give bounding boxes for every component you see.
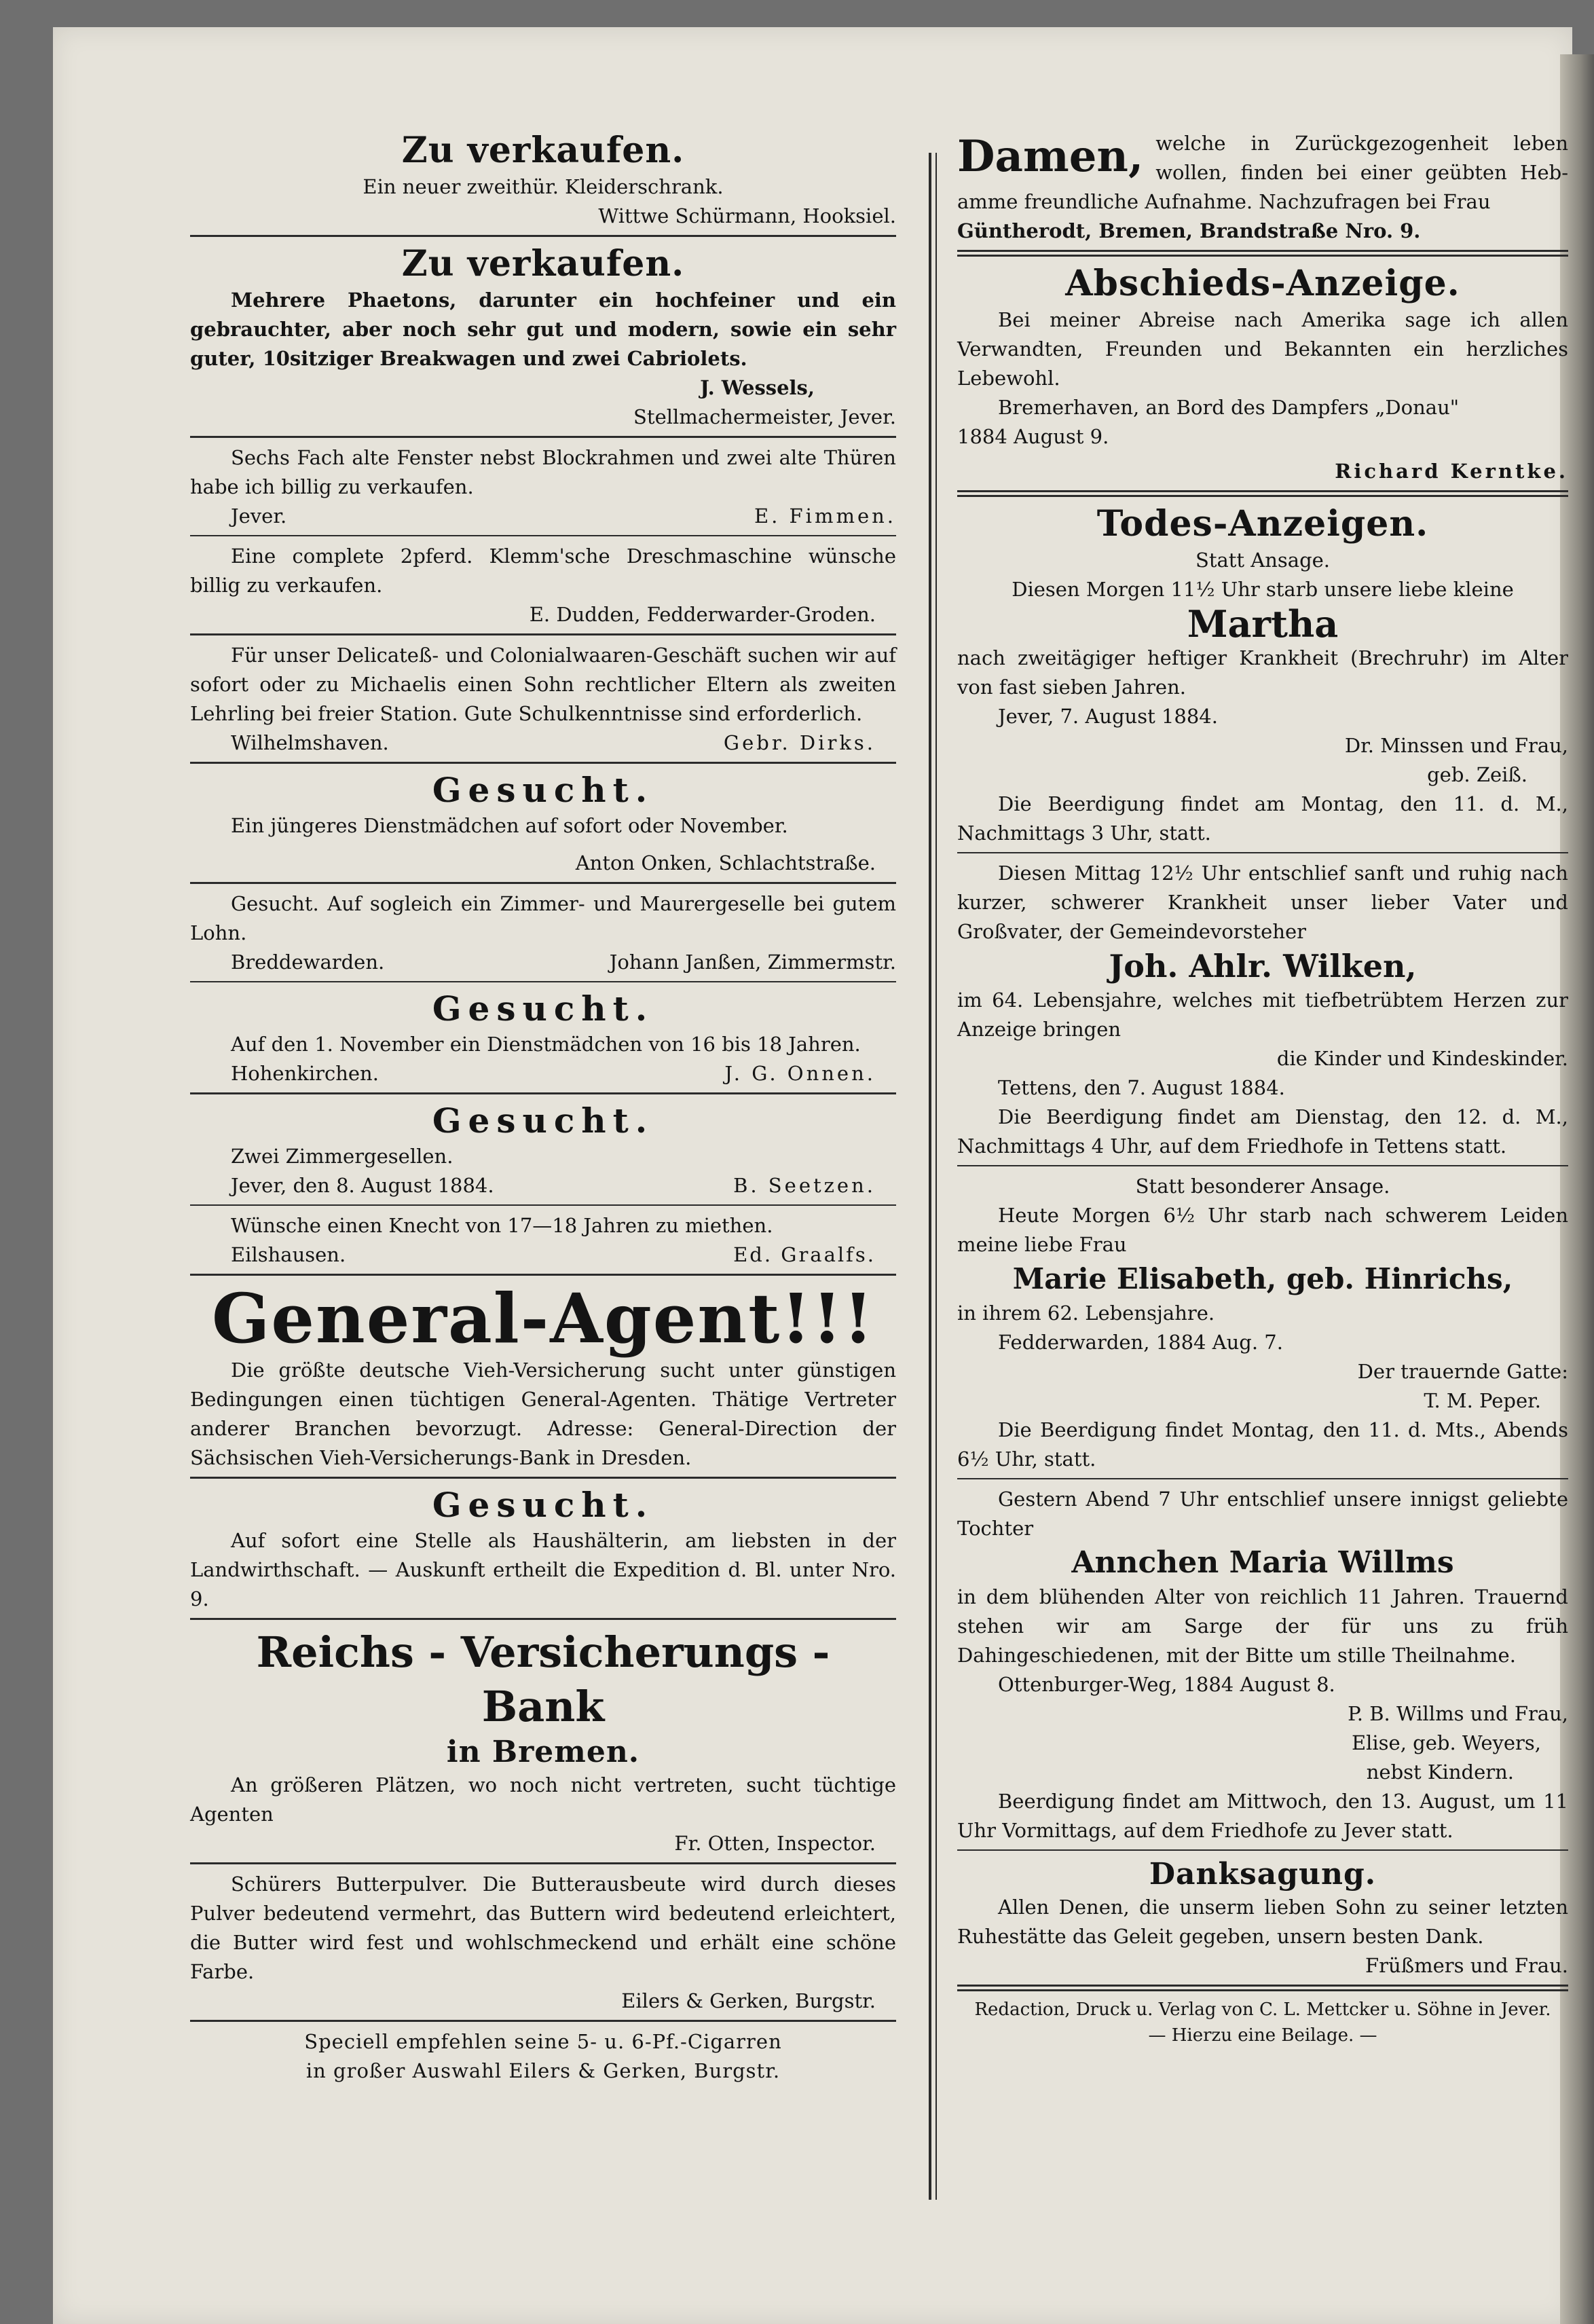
divider [190, 981, 896, 982]
ad-subtitle: in Bremen. [446, 1735, 640, 1769]
ad-title: Danksagung. [1149, 1857, 1377, 1892]
ad-place: Tettens, den 7. August 1884. [998, 1076, 1285, 1099]
ad-signature: Fr. Otten, Inspector. [674, 1832, 876, 1855]
ad-title: Gesucht. [432, 989, 654, 1029]
ad-kleiderschrank [190, 129, 896, 231]
ad-intro: Diesen Mittag 12½ Uhr entschlief sanft und ruhig nach kurzer, schwerer Krankheit unser lieber Vater und Großvater, der Gemeindevorsteher [957, 862, 1568, 943]
ad-title: General-Agent!!! [211, 1278, 875, 1359]
ad-signature: P. B. Willms und Frau, [1348, 1702, 1568, 1725]
ad-signature: Wittwe Schürmann, Hooksiel. [598, 204, 896, 227]
ad-dreschmaschine [190, 542, 896, 629]
divider [190, 535, 896, 536]
supplement-note: — Hierzu eine Beilage. — [1148, 2025, 1377, 2046]
ad-title: Abschieds-Anzeige. [1065, 263, 1460, 304]
ad-text: in dem blühenden Alter von reichlich 11 Jahren. Trauernd stehen wir am Sarge der für uns zu früh Dahingeschiedenen, mit der Bitte um stille Theilnahme. [957, 1585, 1568, 1667]
ad-fenster [190, 443, 896, 531]
divider [190, 436, 896, 438]
divider [190, 2020, 896, 2022]
ad-title: Reichs - Versicherungs - Bank [256, 1627, 830, 1731]
deceased-name: Annchen Maria Willms [1071, 1545, 1454, 1580]
ad-funeral: Beerdigung findet am Mittwoch, den 13. August, um 11 Uhr Vormittags, auf dem Friedhofe zu Jever statt. [957, 1790, 1568, 1842]
ad-dienstmaedchen [190, 769, 896, 878]
ad-text: Gesucht. Auf sogleich ein Zimmer- und Maurergeselle bei gutem Lohn. [190, 892, 896, 944]
divider [957, 1478, 1568, 1479]
ad-reichs-versicherung [190, 1625, 896, 1858]
ad-signature: Dr. Minssen und Frau, [1344, 734, 1568, 757]
ad-signature: die Kinder und Kindeskinder. [1276, 1047, 1568, 1070]
ad-statt: Statt besonderer Ansage. [1135, 1175, 1390, 1198]
ad-text: Speciell empfehlen seine 5- u. 6-Pf.-Cigarren [304, 2030, 782, 2053]
ad-text: im 64. Lebensjahre, welches mit tiefbetrübtem Herzen zur Anzeige bringen [957, 989, 1568, 1041]
ad-place: Eilshausen. [231, 1243, 346, 1266]
ad-signature-2: geb. Zeiß. [1427, 763, 1527, 786]
deceased-name: Marie Elisabeth, geb. Hinrichs, [1012, 1262, 1513, 1295]
ad-title: Todes-Anzeigen. [1096, 503, 1429, 545]
ad-text: welche in Zurückgezogenheit leben wollen, finden bei einer geübten Heb- amme freundliche Aufnahme. Nachzufragen bei Frau [957, 132, 1568, 213]
ad-signature-2: Elise, geb. Weyers, [1351, 1731, 1541, 1754]
ad-text: Auf sofort eine Stelle als Haushälterin, am liebsten in der Landwirthschaft. — Auskunft ertheilt die Expedition d. Bl. unter Nro. 9. [190, 1529, 896, 1610]
ad-text: Schürers Butterpulver. Die Butterausbeute wird durch dieses Pulver bedeutend vermehrt, das Buttern wird bedeutend erleichtert, die Butter wird fest und wohlschmeckend und erhält eine schöne Farbe. [190, 1873, 896, 1983]
right-column [957, 129, 1568, 2048]
ad-cigarren [190, 2027, 896, 2086]
ad-intro: Diesen Morgen 11½ Uhr starb unsere liebe kleine [1012, 578, 1514, 601]
ad-todes-hinrichs [957, 1172, 1568, 1474]
ad-place: Fedderwarden, 1884 Aug. 7. [998, 1331, 1283, 1354]
ad-title: Damen, [957, 131, 1144, 182]
ad-place: Breddewarden. [231, 951, 385, 974]
ad-text: Die größte deutsche Vieh-Versicherung sucht unter günstigen Bedingungen einen tüchtigen General-Agenten. Thätige Vertreter anderer Branchen bevorzugt. Adresse: General-Direction der Sächsischen Vieh-Versicherungs-Bank in Dresden. [190, 1359, 896, 1469]
imprint-line: Redaction, Druck u. Verlag von C. L. Mettcker u. Söhne in Jever. [974, 1999, 1551, 2020]
divider [957, 1849, 1568, 1851]
ad-place: Wilhelmshaven. [231, 731, 389, 754]
ad-title: Zu verkaufen. [401, 243, 685, 284]
divider [190, 1274, 896, 1276]
divider [190, 1477, 896, 1479]
ad-text: Ein neuer zweithür. Kleiderschrank. [363, 175, 724, 198]
ad-signature: E. Fimmen. [754, 504, 896, 528]
ad-date: 1884 August 9. [957, 425, 1109, 448]
ad-title: Gesucht. [432, 770, 654, 810]
ad-title: Gesucht. [432, 1485, 654, 1525]
ad-signature: B. Seetzen. [733, 1174, 876, 1197]
ad-todes-martha [957, 502, 1568, 848]
ad-text: Eine complete 2pferd. Klemm'sche Dreschmaschine wünsche billig zu verkaufen. [190, 545, 896, 597]
ad-place: Jever. [231, 504, 287, 528]
divider [957, 250, 1568, 257]
ad-signature: Früßmers und Frau. [1365, 1954, 1568, 1977]
divider [190, 235, 896, 237]
divider [190, 1204, 896, 1206]
ad-signature: J. G. Onnen. [724, 1062, 876, 1085]
divider [957, 1165, 1568, 1166]
divider [190, 1862, 896, 1864]
ad-zimmergesellen [190, 1100, 896, 1200]
ad-place: Jever, den 8. August 1884. [231, 1174, 494, 1197]
ad-todes-wilken [957, 859, 1568, 1161]
ad-place: Bremerhaven, an Bord des Dampfers „Donau" [998, 396, 1460, 419]
ad-text: An größeren Plätzen, wo noch nicht vertreten, sucht tüchtige Agenten [190, 1773, 896, 1826]
ad-text: Bei meiner Abreise nach Amerika sage ich allen Verwandten, Freunden und Bekannten ein herzliches Lebewohl. [957, 308, 1568, 390]
ad-signature: J. Wessels, [700, 376, 815, 399]
column-divider [929, 153, 931, 2200]
ad-text: nach zweitägiger heftiger Krankheit (Brechruhr) im Alter von fast sieben Jahren. [957, 646, 1568, 699]
ad-text: Zwei Zimmergesellen. [231, 1145, 453, 1168]
ad-text: in großer Auswahl Eilers & Gerken, Burgstr. [305, 2059, 781, 2082]
ad-place: Ottenburger-Weg, 1884 August 8. [998, 1673, 1335, 1696]
divider [190, 1618, 896, 1620]
ad-funeral: Die Beerdigung findet Montag, den 11. d. Mts., Abends 6½ Uhr, statt. [957, 1418, 1568, 1471]
ad-text: Ein jüngeres Dienstmädchen auf sofort oder November. [231, 814, 788, 837]
ad-funeral: Die Beerdigung findet am Montag, den 11. d. M., Nachmittags 3 Uhr, statt. [957, 792, 1568, 845]
ad-lehrling [190, 641, 896, 758]
ad-signature: Richard Kerntke. [1335, 460, 1568, 483]
column-divider-inner [935, 153, 937, 2200]
ad-text: Mehrere Phaetons, darunter ein hochfeiner und ein gebrauchter, aber noch sehr gut und modern, sowie ein sehr guter, 10sitziger Breakwagen und zwei Cabriolets. [190, 289, 896, 370]
ad-maurergeselle [190, 889, 896, 977]
divider [190, 633, 896, 635]
ad-signature-title: Stellmachermeister, Jever. [633, 405, 896, 428]
ad-signature: Johann Janßen, Zimmermstr. [609, 951, 896, 974]
ad-text: in ihrem 62. Lebensjahre. [957, 1302, 1215, 1325]
ad-butterpulver [190, 1870, 896, 2016]
deceased-name: Joh. Ahlr. Wilken, [1109, 948, 1417, 984]
ad-signature: Der trauernde Gatte: [1357, 1360, 1568, 1383]
ad-signature: Eilers & Gerken, Burgstr. [621, 1989, 876, 2012]
ad-abschied [957, 262, 1568, 486]
ad-signature: Anton Onken, Schlachtstraße. [575, 851, 876, 874]
ad-text: Auf den 1. November ein Dienstmädchen von 16 bis 18 Jahren. [231, 1033, 861, 1056]
ad-signature-3: nebst Kindern. [1366, 1760, 1514, 1784]
ad-signature: Gebr. Dirks. [723, 731, 876, 754]
ad-text: Für unser Delicateß- und Colonialwaaren-Geschäft suchen wir auf sofort oder zu Michaelis einen Sohn rechtlicher Eltern als zweiten Lehrling bei freier Station. Gute Schulkenntnisse sind erforderlich. [190, 644, 896, 725]
ad-title: Gesucht. [432, 1101, 654, 1141]
ad-place: Jever, 7. August 1884. [998, 705, 1218, 728]
ad-intro: Heute Morgen 6½ Uhr starb nach schwerem Leiden meine liebe Frau [957, 1204, 1568, 1256]
divider [190, 882, 896, 884]
ad-knecht [190, 1211, 896, 1270]
ad-dienstmaedchen-november [190, 988, 896, 1088]
divider [957, 1985, 1568, 1991]
ad-title: Zu verkaufen. [401, 130, 685, 171]
ad-signature-2: T. M. Peper. [1424, 1389, 1541, 1412]
divider [957, 852, 1568, 853]
deceased-name: Martha [1187, 602, 1339, 646]
imprint [957, 1997, 1568, 2048]
ad-intro: Gestern Abend 7 Uhr entschlief unsere innigst geliebte Tochter [957, 1488, 1568, 1540]
ad-signature: E. Dudden, Fedderwarder-Groden. [529, 603, 876, 626]
ad-danksagung [957, 1856, 1568, 1980]
ad-statt: Statt Ansage. [1195, 549, 1331, 572]
ad-phaetons [190, 242, 896, 432]
ad-text: Allen Denen, die unserm lieben Sohn zu seiner letzten Ruhestätte das Geleit gegeben, unsern besten Dank. [957, 1896, 1568, 1948]
left-column [190, 129, 896, 2086]
ad-place: Hohenkirchen. [231, 1062, 379, 1085]
ad-signature: Güntherodt, Bremen, Brandstraße Nro. 9. [957, 219, 1421, 242]
divider [190, 762, 896, 764]
ad-damen [957, 129, 1568, 246]
ad-todes-willms [957, 1485, 1568, 1845]
ad-haushaelterin [190, 1484, 896, 1614]
ad-funeral: Die Beerdigung findet am Dienstag, den 12. d. M., Nachmittags 4 Uhr, auf dem Friedhofe in Tettens statt. [957, 1105, 1568, 1158]
divider [957, 490, 1568, 497]
ad-text: Wünsche einen Knecht von 17—18 Jahren zu miethen. [231, 1214, 773, 1237]
ad-signature: Ed. Graalfs. [733, 1243, 876, 1266]
ad-general-agent [190, 1278, 896, 1473]
ad-text: Sechs Fach alte Fenster nebst Blockrahmen und zwei alte Thüren habe ich billig zu verkaufen. [190, 446, 896, 498]
divider [190, 1092, 896, 1094]
